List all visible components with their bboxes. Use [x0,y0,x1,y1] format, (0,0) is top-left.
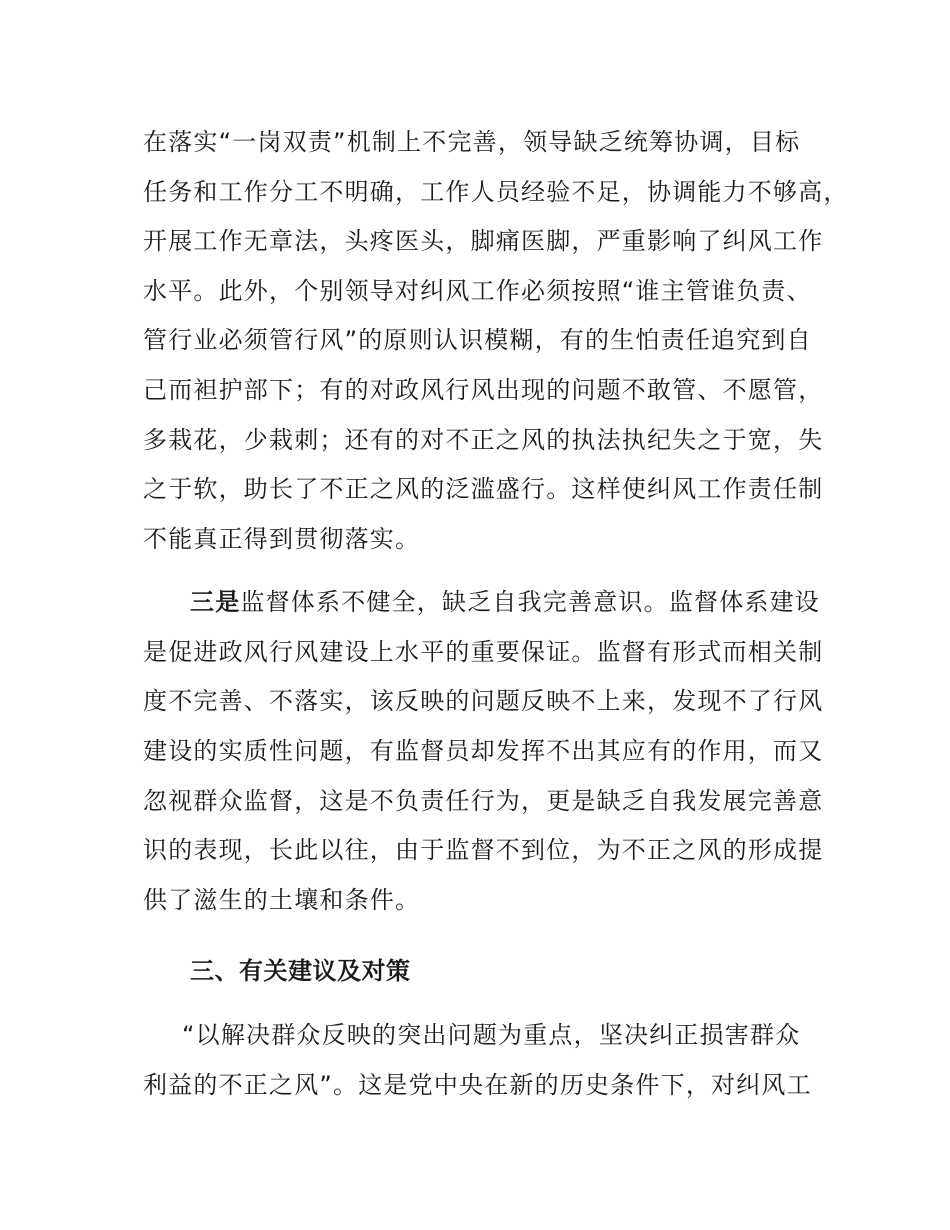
paragraph-line: 在落实“一岗双责”机制上不完善，领导缺乏统筹协调，目标 [143,128,801,156]
paragraph-line: 己而袒护部下；有的对政风行风出现的问题不敢管、不愿管， [143,376,824,404]
paragraph-line: 识的表现，长此以往，由于监督不到位，为不正之风的形成提 [143,836,824,864]
paragraph-line: 建设的实质性问题，有监督员却发挥不出其应有的作用，而又 [143,737,824,765]
paragraph-line: 开展工作无章法，头疼医头，脚痛医脚，严重影响了纠风工作 [143,227,824,255]
point-three-first-line [190,587,820,617]
paragraph-line: 任务和工作分工不明确，工作人员经验不足，协调能力不够高， [143,178,849,206]
paragraph-line: 多栽花，少栽刺；还有的对不正之风的执法执纪失之于宽，失 [143,426,824,454]
paragraph-line: 是促进政风行风建设上水平的重要保证。监督有形式而相关制 [143,638,824,666]
paragraph-line: 利益的不正之风”。这是党中央在新的历史条件下，对纠风工 [143,1071,812,1099]
paragraph-line: 水平。此外，个别领导对纠风工作必须按照“谁主管谁负责、 [143,277,812,305]
paragraph-line: 忽视群众监督，这是不负责任行为，更是缺乏自我发展完善意 [143,787,824,815]
section-heading: 三、有关建议及对策 [190,957,411,985]
paragraph-line: 度不完善、不落实，该反映的问题反映不上来，发现不了行风 [143,687,824,715]
paragraph-line: 供了滋生的土壤和条件。 [143,886,421,914]
point-three-label: 三是 [190,588,241,616]
paragraph-line: “以解决群众反映的突出问题为重点，坚决纠正损害群众 [182,1021,801,1049]
paragraph-line: 不能真正得到贯彻落实。 [143,525,421,553]
paragraph-line: 之于软，助长了不正之风的泛滥盛行。这样使纠风工作责任制 [143,475,824,503]
paragraph-text: 监督体系不健全，缺乏自我完善意识。监督体系建设 [240,588,821,616]
paragraph-line: 管行业必须管行风”的原则认识模糊，有的生怕责任追究到自 [143,326,812,354]
